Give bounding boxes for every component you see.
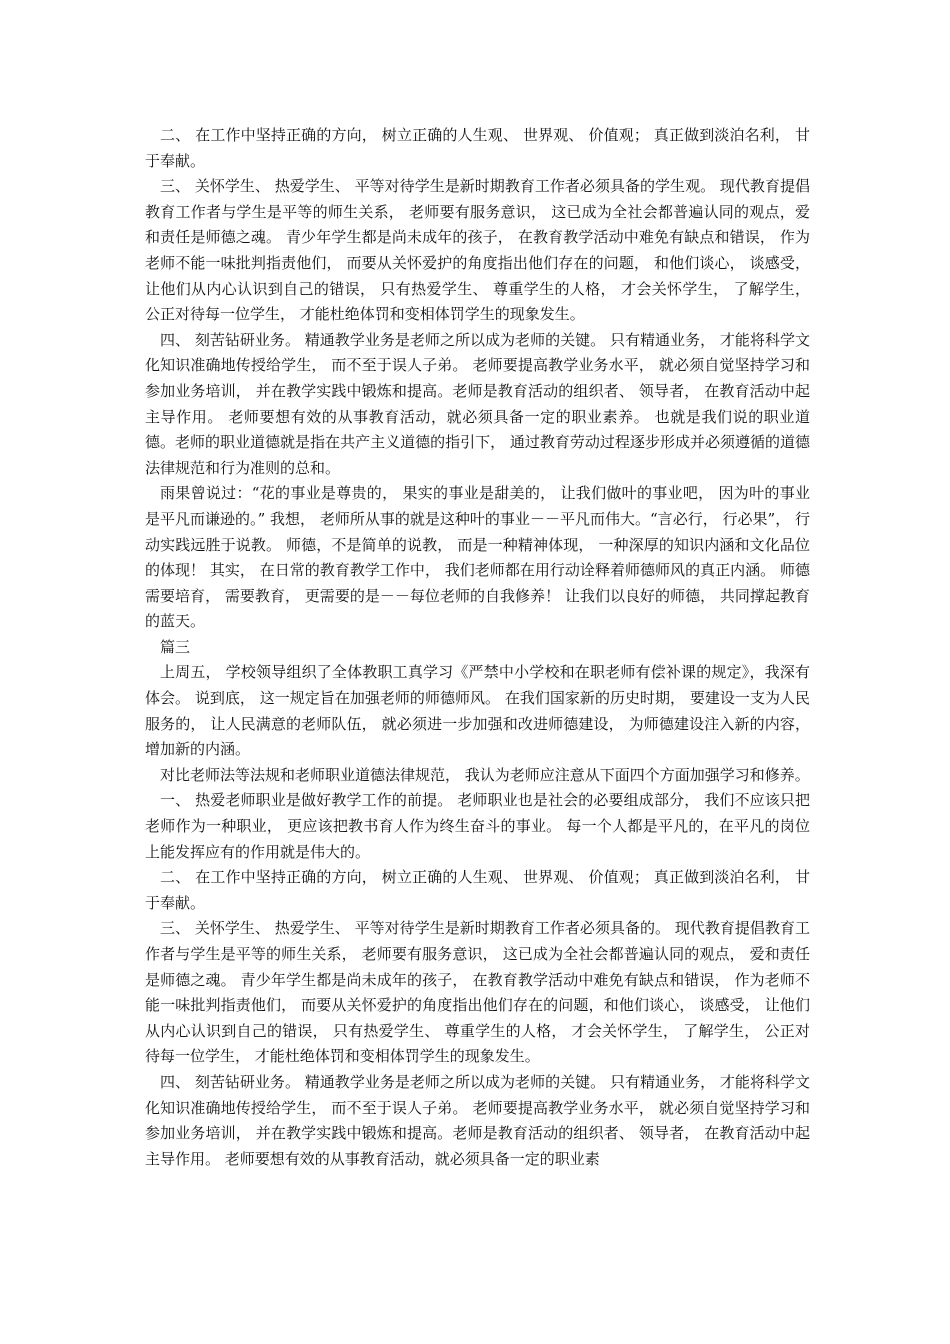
paragraph-intro: 上周五， 学校领导组织了全体教职工真学习《严禁中小学校和在职老师有偿补课的规定》，我深有体会。 说到底， 这一规定旨在加强老师的师德师风。 在我们国家新的历史时期， 要建设一支为人民服务的， 让人民满意的老师队伍， 就必须进一步加强和改进师德建设， 为师德建设注入新的内容，增加新的内涵。 bbox=[145, 663, 810, 759]
paragraph-comparison: 对比老师法等法规和老师职业道德法律规范， 我认为老师应注意从下面四个方面加强学习和修养。 bbox=[160, 765, 810, 784]
paragraph-point-two: 二、 在工作中坚持正确的方向， 树立正确的人生观、 世界观、 价值观； 真正做到淡泊名利， 甘于奉献。 bbox=[145, 868, 810, 912]
paragraph-point-one: 一、 热爱老师职业是做好教学工作的前提。 老师职业也是社会的必要组成部分， 我们不应该只把老师作为一种职业， 更应该把教书育人作为终生奋斗的事业。 每一个人都是平凡的，在平凡的岗位上能发挥应有的作用就是伟大的。 bbox=[145, 791, 810, 861]
section-heading-part-three: 篇三 bbox=[160, 637, 191, 656]
document-body bbox=[145, 123, 810, 1172]
paragraph-hugo-quote: 雨果曾说过：“花的事业是尊贵的， 果实的事业是甜美的， 让我们做叶的事业吧， 因为叶的事业是平凡而谦逊的。” 我想， 老师所从事的就是这种叶的事业－－平凡而伟大。“言必行， 行必果”， 行动实践远胜于说教。 师德，不是简单的说教， 而是一种精神体现， 一种深厚的知识内涵和文化品位的体现！ 其实， 在日常的教育教学工作中， 我们老师都在用行动诠释着师德师风的真正内涵。 师德需要培育， 需要教育， 更需要的是－－每位老师的自我修养！ 让我们以良好的师德， 共同撑起教育的蓝天。 bbox=[145, 484, 810, 631]
paragraph-point-four: 四、 刻苦钻研业务。 精通教学业务是老师之所以成为老师的关键。 只有精通业务， 才能将科学文化知识准确地传授给学生， 而不至于误人子弟。 老师要提高教学业务水平， 就必须自觉坚持学习和参加业务培训， 并在教学实践中锻炼和提高。老师是教育活动的组织者、 领导者， 在教育活动中起主导作用。 老师要想有效的从事教育活动，就必须具备一定的职业素 bbox=[145, 1072, 810, 1168]
paragraph-point-three: 三、 关怀学生、 热爱学生、 平等对待学生是新时期教育工作者必须具备的。 现代教育提倡教育工作者与学生是平等的师生关系， 老师要有服务意识， 这已成为全社会都普遍认同的观点， 爱和责任是师德之魂。 青少年学生都是尚未成年的孩子， 在教育教学活动中难免有缺点和错误， 作为老师不能一味批判指责他们， 而要从关怀爱护的角度指出他们存在的问题，和他们谈心， 谈感受， 让他们从内心认识到自己的错误， 只有热爱学生、 尊重学生的人格， 才会关怀学生， 了解学生， 公正对待每一位学生， 才能杜绝体罚和变相体罚学生的现象发生。 bbox=[145, 919, 810, 1066]
paragraph-section-four: 四、 刻苦钻研业务。 精通教学业务是老师之所以成为老师的关键。 只有精通业务， 才能将科学文化知识准确地传授给学生， 而不至于误人子弟。 老师要提高教学业务水平， 就必须自觉坚持学习和参加业务培训， 并在教学实践中锻炼和提高。老师是教育活动的组织者、 领导者， 在教育活动中起主导作用。 老师要想有效的从事教育活动，就必须具备一定的职业素养。 也就是我们说的职业道德。老师的职业道德就是指在共产主义道德的指引下， 通过教育劳动过程逐步形成并必须遵循的道德法律规范和行为准则的总和。 bbox=[145, 330, 810, 477]
paragraph-section-three: 三、 关怀学生、 热爱学生、 平等对待学生是新时期教育工作者必须具备的学生观。 现代教育提倡教育工作者与学生是平等的师生关系， 老师要有服务意识， 这已成为全社会都普遍认同的观点，爱和责任是师德之魂。 青少年学生都是尚未成年的孩子， 在教育教学活动中难免有缺点和错误， 作为老师不能一味批判指责他们， 而要从关怀爱护的角度指出他们存在的问题， 和他们谈心， 谈感受，让他们从内心认识到自己的错误， 只有热爱学生、 尊重学生的人格， 才会关怀学生， 了解学生， 公正对待每一位学生， 才能杜绝体罚和变相体罚学生的现象发生。 bbox=[145, 177, 810, 324]
paragraph-section-two: 二、 在工作中坚持正确的方向， 树立正确的人生观、 世界观、 价值观； 真正做到淡泊名利， 甘于奉献。 bbox=[145, 126, 810, 170]
